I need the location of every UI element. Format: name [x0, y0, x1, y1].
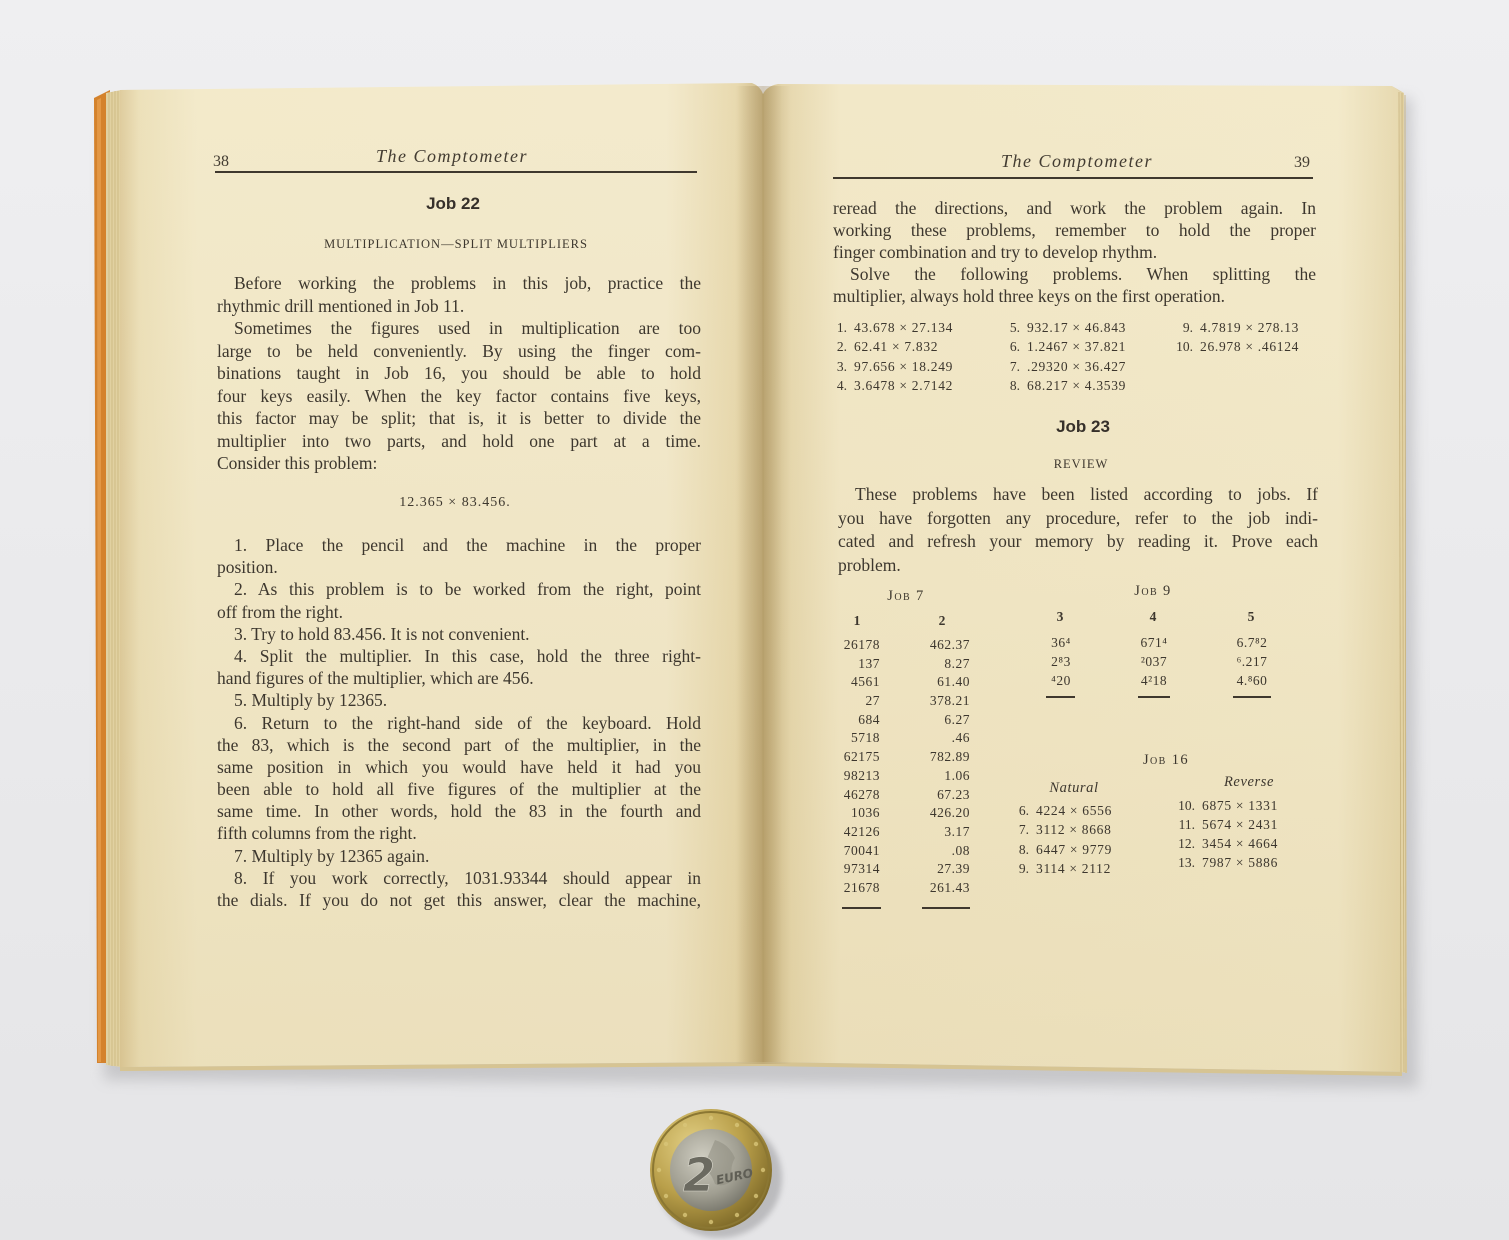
problem-item: [1175, 815, 1278, 834]
problem-number: 3.: [836, 358, 847, 374]
text-line: this factor may be split; that is, it is better to divide the: [217, 408, 701, 428]
text-line: multiplier, always hold three keys on the first operation.: [833, 286, 1225, 306]
text-line: same position in which you would have held it had you: [217, 756, 701, 777]
text-line: off from the right.: [217, 601, 344, 622]
job-7-column-1: [820, 636, 880, 898]
problem-number: 7.: [1018, 822, 1029, 838]
job-22-intro-text: [217, 272, 701, 475]
text-line: same time. In other words, hold the 83 in the fourth and: [217, 801, 701, 822]
problem-column-1: [827, 318, 953, 395]
job-9-column-5: [1222, 633, 1282, 690]
text-line: Consider this problem:: [217, 453, 378, 473]
sum-rule: [1138, 696, 1170, 698]
problem-expression: 4224 × 6556: [1036, 803, 1113, 818]
page-number-left: 38: [213, 153, 229, 170]
job-9-column-3: [1031, 633, 1091, 690]
problem-item: [1000, 376, 1126, 395]
job-7-column-2: [910, 636, 970, 898]
text-line: 2. As this problem is to be worked from the right, point: [234, 579, 701, 600]
text-line: 3. Try to hold 83.456. It is not convenient.: [234, 623, 530, 644]
figure-value: 62175: [843, 749, 880, 765]
problem-expression: 3454 × 4664: [1202, 836, 1279, 851]
problem-item: [1173, 337, 1299, 356]
problem-number: 7.: [1009, 358, 1020, 374]
text-line: 1. Place the pencil and the machine in the proper: [234, 535, 701, 555]
figure-value: 671⁴: [1140, 635, 1168, 650]
text-line: Sometimes the figures used in multiplication are too: [234, 318, 701, 338]
problem-number: 5.: [1009, 320, 1020, 335]
figure-value: 21678: [843, 879, 880, 895]
job-22-subtitle: MULTIPLICATION—SPLIT MULTIPLIERS: [324, 237, 588, 251]
text-line: rhythmic drill mentioned in Job 11.: [217, 295, 465, 316]
figure-value: 261.43: [929, 879, 970, 895]
text-line: four keys easily. When the key factor contains five keys,: [217, 385, 701, 406]
text-line: Before working the problems in this job, practice the: [234, 273, 701, 293]
figure-value: 684: [858, 711, 880, 727]
text-line: the dials. If you do not get this answer, clear the machine,: [217, 890, 701, 910]
problem-number: 6.: [1009, 339, 1020, 355]
problem-expression: 62.41 × 7.832: [854, 339, 939, 355]
problem-expression: 1.2467 × 37.821: [1027, 339, 1127, 355]
problem-number: 10.: [1178, 798, 1195, 813]
problem-item: [827, 376, 953, 395]
header-rule-right: [833, 177, 1313, 179]
text-line: position.: [217, 557, 278, 578]
header-rule-left: [215, 171, 697, 173]
figure-value: 5718: [851, 730, 880, 746]
problem-item: [1175, 853, 1278, 872]
problem-number: 9.: [1018, 860, 1029, 876]
figure-value: ⁴20: [1051, 673, 1071, 688]
problem-item: [1009, 820, 1112, 839]
figure-value: 97314: [843, 861, 880, 877]
problem-number: 1.: [836, 320, 847, 335]
problem-number: 2.: [836, 339, 847, 355]
job-9-column-4: [1124, 633, 1184, 690]
text-line: 4. Split the multiplier. In this case, hold the three right-: [234, 645, 701, 666]
figure-value: .46: [951, 730, 970, 746]
figure-value: 6.7⁸2: [1236, 635, 1268, 650]
job-9-column-header: 5: [1247, 609, 1255, 624]
problem-item: [1009, 840, 1112, 859]
problem-column-3: [1173, 318, 1299, 357]
figure-value: 6.27: [944, 711, 970, 727]
job-7-label: Job 7: [887, 588, 925, 604]
problem-expression: 43.678 × 27.134: [854, 320, 954, 335]
text-line: reread the directions, and work the problem again. In: [833, 198, 1316, 218]
figure-value: 27: [865, 693, 880, 709]
natural-problems: [1009, 801, 1112, 878]
figure-value: 61.40: [937, 674, 970, 690]
problem-item: [1009, 801, 1112, 820]
text-line: Solve the following problems. When splitting the: [850, 264, 1316, 284]
problem-expression: 6875 × 1331: [1202, 798, 1279, 813]
text-line: binations taught in Job 16, you should be able to hold: [217, 363, 701, 383]
problem-number: 4.: [836, 377, 847, 393]
coin-value-text: 2: [683, 1148, 716, 1202]
sum-rule: [1233, 696, 1271, 698]
problem-expression: 97.656 × 18.249: [854, 358, 954, 374]
problem-expression: 26.978 × .46124: [1200, 339, 1300, 355]
coin-unit-text: EURO: [714, 1165, 755, 1188]
sum-rule: [922, 907, 970, 909]
problem-expression: .29320 × 36.427: [1027, 358, 1127, 374]
figure-value: 426.20: [929, 805, 970, 821]
figure-value: 782.89: [929, 749, 970, 765]
problem-item: [1173, 318, 1299, 337]
figure-value: 1.06: [944, 767, 970, 783]
page-number-right: 39: [1294, 154, 1310, 171]
job-9-column-header: 4: [1149, 609, 1157, 624]
figure-value: 27.39: [937, 861, 970, 877]
figure-value: 8.27: [944, 655, 970, 671]
problem-number: 10.: [1176, 339, 1193, 355]
running-head-left: The Comptometer: [376, 146, 528, 166]
figure-value: 137: [858, 655, 880, 671]
problem-column-2: [1000, 318, 1126, 395]
figure-value: 378.21: [929, 693, 970, 709]
problem-item: [827, 357, 953, 376]
problem-expression: 4.7819 × 278.13: [1200, 320, 1300, 335]
figure-value: 4²18: [1140, 673, 1168, 688]
problem-item: [827, 337, 953, 356]
job-22-title: Job 22: [426, 194, 480, 213]
figure-value: 67.23: [937, 786, 970, 802]
text-line: fifth columns from the right.: [217, 823, 417, 844]
figure-value: 4.⁸60: [1236, 673, 1268, 688]
problem-item: [1000, 357, 1126, 376]
job-7-column-header: 1: [853, 613, 861, 628]
natural-label: Natural: [1049, 780, 1099, 796]
text-line: the 83, which is the second part of the multiplier, in the: [217, 734, 701, 755]
job-22-continued-text: [833, 197, 1316, 307]
sum-rule: [1046, 696, 1075, 698]
text-line: problem.: [838, 554, 901, 575]
figure-value: ²037: [1140, 654, 1168, 669]
text-line: finger combination and try to develop rhythm.: [833, 242, 1158, 262]
text-line: 7. Multiply by 12365 again.: [234, 845, 430, 866]
running-head-right: The Comptometer: [1001, 151, 1153, 171]
job-9-label: Job 9: [1134, 583, 1172, 599]
problem-expression: 68.217 × 4.3539: [1027, 377, 1127, 393]
problem-number: 6.: [1018, 803, 1029, 818]
figure-value: 26178: [843, 637, 880, 652]
job-22-steps: [217, 534, 701, 911]
problem-number: 11.: [1178, 817, 1195, 832]
text-line: 8. If you work correctly, 1031.93344 should appear in: [234, 867, 701, 888]
figure-value: 1036: [851, 805, 880, 821]
text-line: 5. Multiply by 12365.: [234, 690, 388, 711]
example-problem: 12.365 × 83.456.: [399, 495, 511, 510]
text-line: 6. Return to the right-hand side of the keyboard. Hold: [234, 712, 701, 733]
job-7-column-header: 2: [938, 613, 946, 628]
text-line: working these problems, remember to hold the proper: [833, 220, 1316, 240]
job-9-column-header: 3: [1056, 609, 1064, 624]
problem-expression: 3112 × 8668: [1036, 822, 1112, 838]
problem-number: 9.: [1182, 320, 1193, 335]
problem-item: [1175, 796, 1278, 815]
problem-number: 8.: [1018, 841, 1029, 857]
figure-value: 4561: [851, 674, 880, 690]
text-line: large to be held conveniently. By using the finger com-: [217, 340, 701, 361]
problem-expression: 3114 × 2112: [1036, 860, 1112, 876]
text-line: cated and refresh your memory by reading it. Prove each: [838, 531, 1318, 551]
reverse-problems: [1175, 796, 1278, 872]
problem-number: 8.: [1009, 377, 1020, 393]
text-line: been able to hold all five figures of the multiplier at the: [217, 779, 701, 800]
job-23-title: Job 23: [1056, 417, 1110, 436]
problem-expression: 3.6478 × 2.7142: [854, 377, 954, 393]
problem-item: [827, 318, 953, 337]
reverse-label: Reverse: [1223, 774, 1275, 790]
problem-expression: 5674 × 2431: [1202, 817, 1279, 832]
text-line: These problems have been listed according to jobs. If: [855, 484, 1318, 504]
figure-value: 42126: [843, 823, 880, 839]
text-line: hand figures of the multiplier, which are 456.: [217, 668, 534, 689]
problem-expression: 932.17 × 46.843: [1027, 320, 1127, 335]
figure-value: ⁶.217: [1236, 654, 1268, 669]
problem-item: [1000, 337, 1126, 356]
problem-expression: 6447 × 9779: [1036, 841, 1113, 857]
text-line: multiplier into two parts, and hold one part at a time.: [217, 430, 701, 451]
figure-value: 36⁴: [1051, 635, 1071, 650]
problem-item: [1000, 318, 1126, 337]
figure-value: .08: [951, 842, 970, 858]
figure-value: 98213: [843, 767, 880, 783]
figure-value: 46278: [843, 786, 880, 802]
figure-value: 70041: [843, 842, 880, 858]
problem-expression: 7987 × 5886: [1202, 855, 1279, 870]
problem-number: 13.: [1178, 855, 1195, 870]
job-23-subtitle: REVIEW: [1053, 457, 1109, 471]
figure-value: 2⁸3: [1051, 654, 1071, 669]
problem-item: [1175, 834, 1278, 853]
figure-value: 3.17: [944, 823, 970, 839]
sum-rule: [842, 907, 881, 909]
text-line: you have forgotten any procedure, refer to the job indi-: [838, 507, 1318, 528]
problem-item: [1009, 859, 1112, 878]
job-16-label: Job 16: [1142, 752, 1190, 768]
job-23-intro-text: [838, 483, 1318, 577]
problem-number: 12.: [1178, 836, 1195, 851]
figure-value: 462.37: [929, 637, 970, 652]
